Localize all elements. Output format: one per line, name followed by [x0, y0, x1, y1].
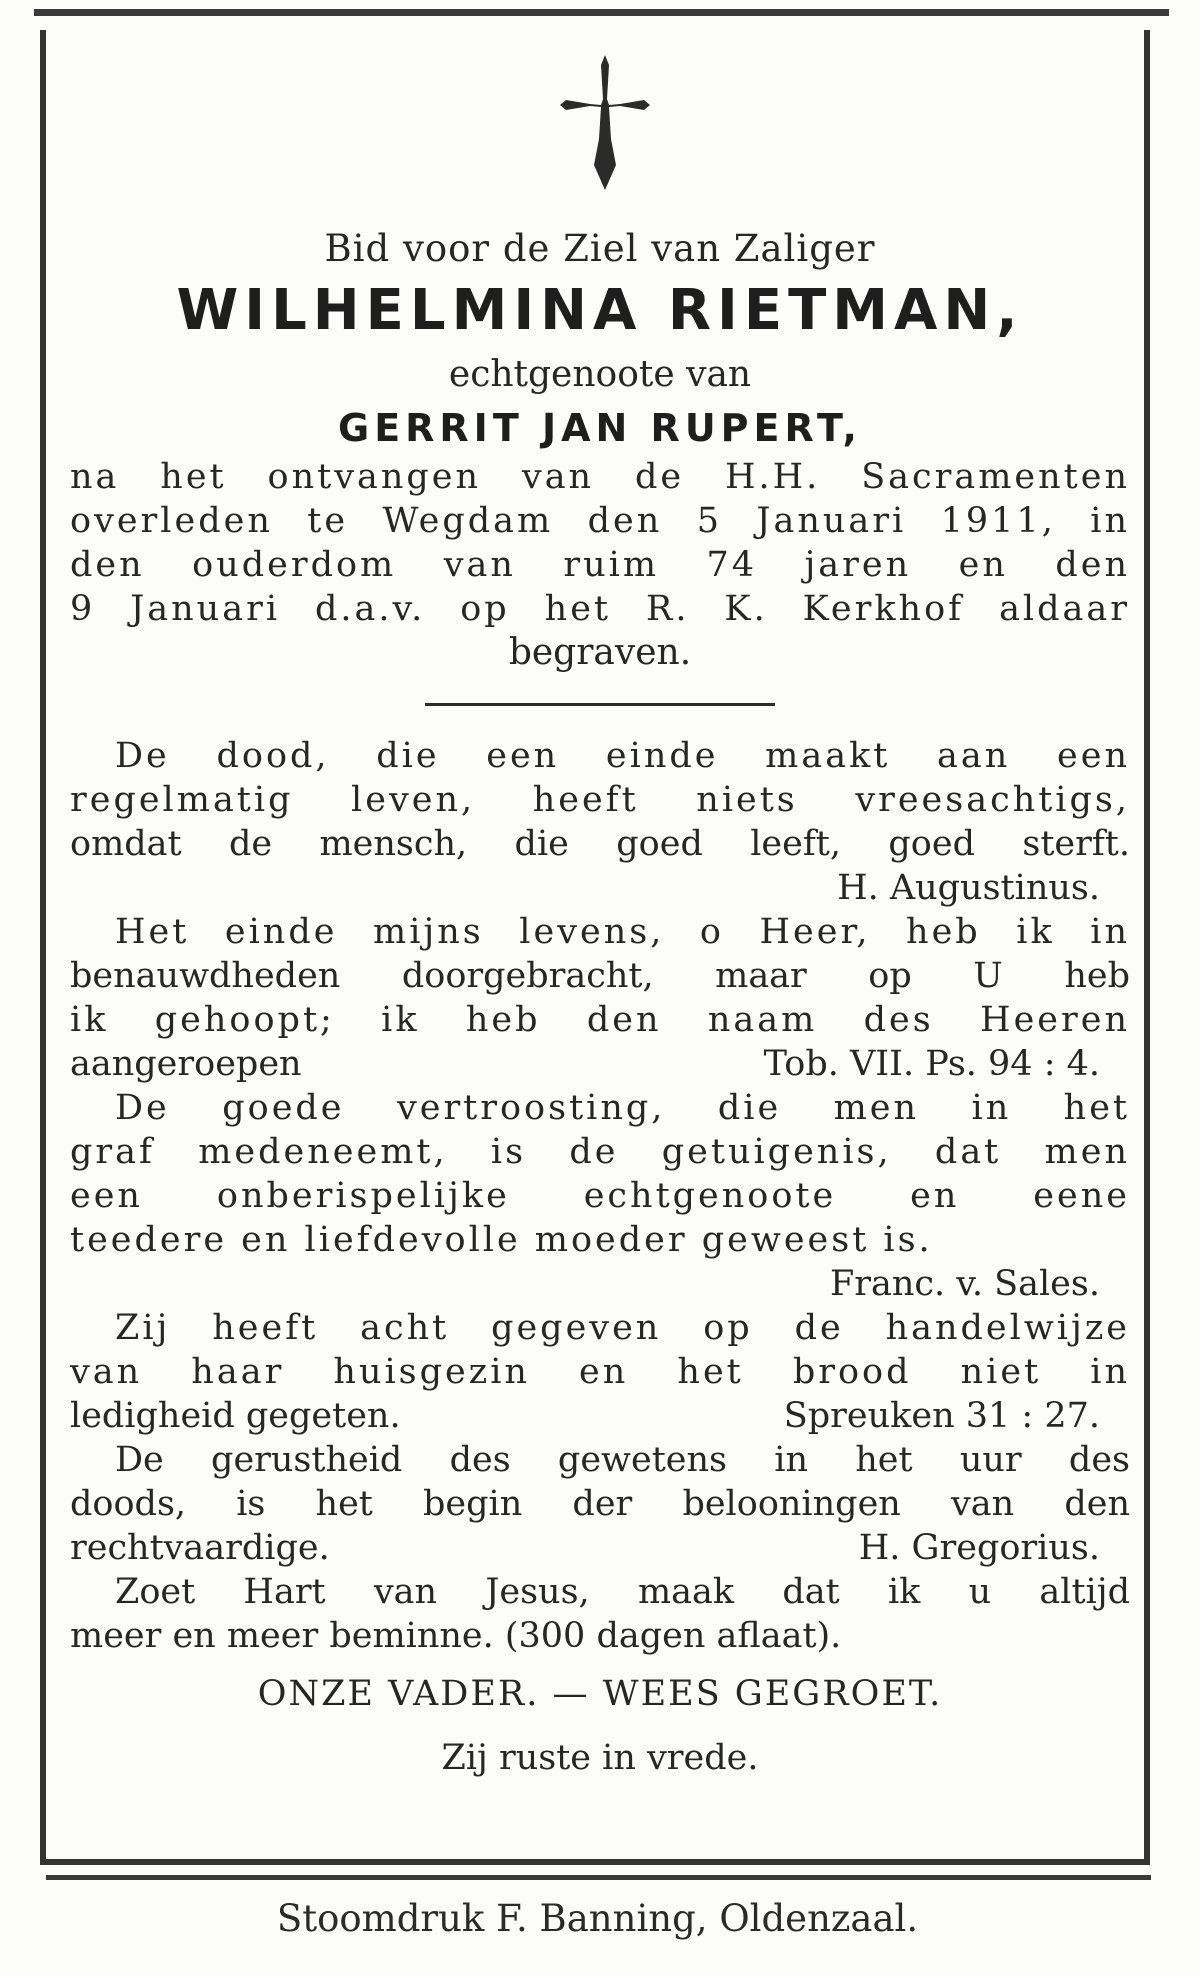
- notice-line: overleden te Wegdam den 5 Januari 1911, in: [70, 501, 1130, 541]
- quote-line: Het einde mijns levens, o Heer, heb ik in: [115, 912, 1130, 952]
- quote-line: De goede vertroosting, die men in het: [115, 1088, 1130, 1128]
- memorial-card-text: [70, 225, 1130, 1780]
- quote-line: omdat de mensch, die goed leeft, goed sterft.: [70, 824, 1130, 864]
- cross-icon: [560, 55, 650, 190]
- quote-line-with-source: [70, 1394, 1130, 1438]
- quote-line: van haar huisgezin en het brood niet in: [70, 1352, 1130, 1392]
- quote-line-end: aangeroepen: [70, 1044, 302, 1084]
- closing-line: Zij ruste in vrede.: [441, 1738, 759, 1778]
- notice-line: 9 Januari d.a.v. op het R. K. Kerkhof aldaar: [70, 589, 1130, 629]
- prayer-line: ONZE VADER. — WEES GEGROET.: [257, 1674, 943, 1714]
- quote-line: een onberispelijke echtgenoote en eene: [70, 1176, 1130, 1216]
- quote-line: De gerustheid des gewetens in het uur des: [115, 1440, 1130, 1480]
- quote-line: ik gehoopt; ik heb den naam des Heeren: [70, 1000, 1130, 1040]
- quote-line-with-source: [70, 1042, 1130, 1086]
- printer-imprint: Stoomdruk F. Banning, Oldenzaal.: [276, 1897, 919, 1940]
- quote-line: doods, is het begin der belooningen van den: [70, 1484, 1130, 1524]
- prayer-request-heading: Bid voor de Ziel van Zaliger: [324, 227, 876, 270]
- quote-line: regelmatig leven, heeft niets vreesachtigs,: [70, 780, 1130, 820]
- quote-line: teedere en liefdevolle moeder geweest is.: [70, 1220, 933, 1260]
- quote-source: Franc. v. Sales.: [830, 1264, 1100, 1304]
- quote-source: H. Gregorius.: [858, 1528, 1100, 1568]
- quote-line-end: ledigheid gegeten.: [70, 1396, 401, 1436]
- quote-line: Zij heeft acht gegeven op de handelwijze: [115, 1308, 1130, 1348]
- notice-line: den ouderdom van ruim 74 jaren en den: [70, 545, 1130, 585]
- top-border-rule: [34, 9, 1169, 16]
- bottom-border-rule: [46, 1875, 1151, 1880]
- quote-line: benauwdheden doorgebracht, maar op U heb: [70, 956, 1130, 996]
- quote-line: De dood, die een einde maakt aan een: [115, 736, 1130, 776]
- section-divider: [425, 703, 775, 706]
- quote-source: Tob. VII. Ps. 94 : 4.: [763, 1044, 1100, 1084]
- notice-line: na het ontvangen van de H.H. Sacramenten: [70, 457, 1130, 497]
- quote-source: H. Augustinus.: [837, 868, 1100, 908]
- quote-line-end: rechtvaardige.: [70, 1528, 330, 1568]
- spouse-name: GERRIT JAN RUPERT,: [338, 406, 862, 450]
- relation-text: echtgenoote van: [448, 354, 752, 395]
- quote-line: meer en meer beminne. (300 dagen aflaat).: [70, 1616, 842, 1656]
- quote-line: graf medeneemt, is de getuigenis, dat men: [70, 1132, 1130, 1172]
- quote-source: Spreuken 31 : 27.: [783, 1396, 1100, 1436]
- quote-line: Zoet Hart van Jesus, maak dat ik u altijd: [115, 1572, 1130, 1612]
- deceased-name: WILHELMINA RIETMAN,: [176, 278, 1024, 343]
- quote-line-with-source: [70, 1526, 1130, 1570]
- notice-line-end: begraven.: [508, 632, 692, 673]
